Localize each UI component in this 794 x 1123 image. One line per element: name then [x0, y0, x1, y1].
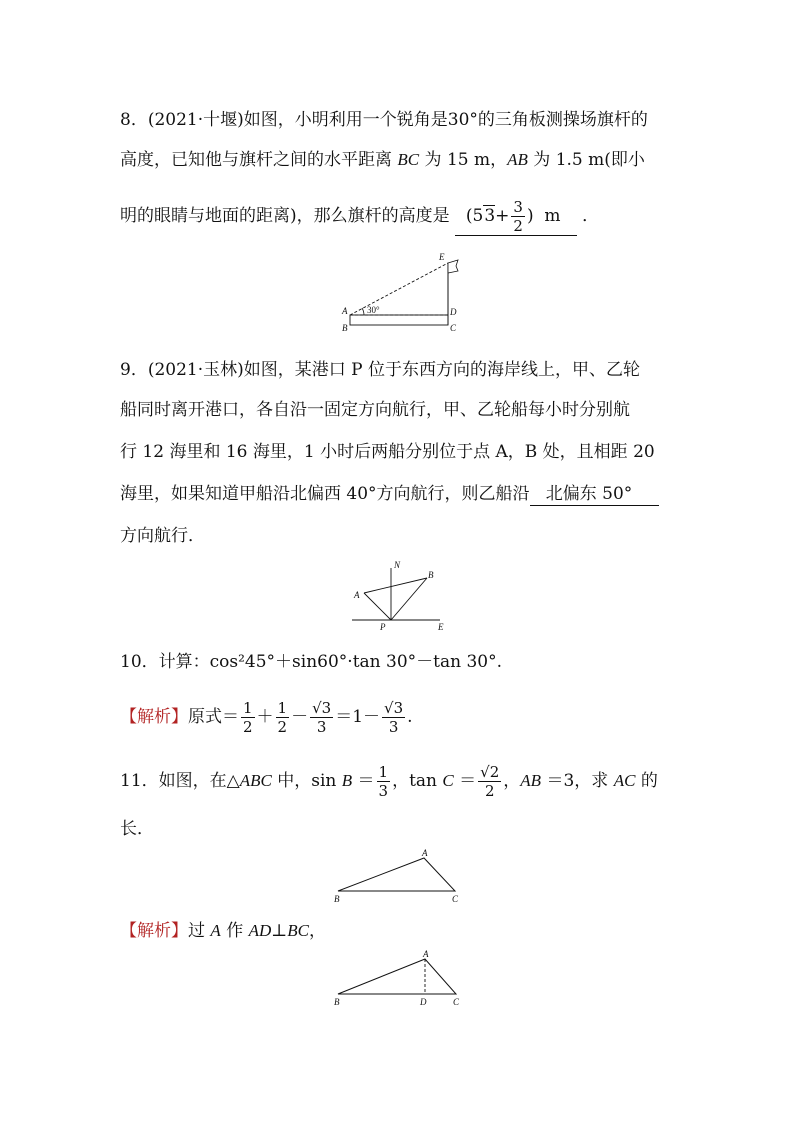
q9-label-n: N	[394, 560, 401, 570]
q8-figure	[340, 250, 470, 335]
q8-label-b: B	[342, 323, 348, 333]
q11-figure-2	[330, 948, 470, 1010]
q9-label-b: B	[428, 570, 434, 580]
q11-solution: 【解析】过 A 作 AD⊥BC，	[120, 921, 327, 941]
q9-line-3: 行 12 海里和 16 海里，1 小时后两船分别位于点 A，B 处，且相距 20	[120, 442, 655, 462]
q9-label-p: P	[380, 622, 386, 632]
q11-triangle-2	[338, 959, 456, 994]
q11-fig2-label-a: A	[423, 949, 429, 959]
q9-pa	[364, 593, 391, 620]
q11-fig1-label-c: C	[452, 894, 459, 904]
q8-line-3: 明的眼睛与地面的距离)，那么旗杆的高度是 (53+ $\frac{3}{2}$ ) m ．	[120, 198, 600, 235]
q11-fig2-label-c: C	[453, 997, 460, 1007]
q10-solution: 【解析】原式＝ $\frac{1}{2}$ ＋ $\frac{1}{2}$ － $\frac{√3}{3}$ ＝1－ $\frac{√3}{3}$ .	[120, 699, 413, 736]
q9-line-4: 海里，如果知道甲船沿北偏西 40°方向航行，则乙船沿 北偏东 50°	[120, 483, 659, 506]
q11-fig1-label-b: B	[334, 894, 340, 904]
q8-line-2: 高度，已知他与旗杆之间的水平距离 BC 为 15 m，AB 为 1.5 m(即小	[120, 150, 645, 170]
q11-line-1: 11．如图，在△ABC 中，sin B ＝ $\frac{1}{3}$ ，tan C ＝ $\frac{√2}{2}$ ，AB ＝3，求 AC 的	[120, 763, 658, 800]
q11-figure-1	[330, 848, 470, 908]
q9-label-a: A	[354, 590, 360, 600]
q8-answer: (53+ $\frac{3}{2}$ ) m	[455, 198, 577, 236]
q9-line-5: 方向航行．	[120, 526, 205, 546]
q8-label-e: E	[439, 252, 445, 262]
q11-fig1-label-a: A	[422, 848, 428, 858]
q9-label-e: E	[438, 622, 444, 632]
q11-triangle-1	[338, 858, 455, 891]
q10-line: 10．计算：cos²45°＋sin60°·tan 30°－tan 30°.	[120, 652, 503, 672]
q8-angle-arc	[362, 308, 364, 315]
q8-line-ae	[350, 263, 448, 315]
q8-label-a: A	[342, 306, 348, 316]
q9-line-2: 船同时离开港口，各自沿一固定方向航行，甲、乙轮船每小时分别航	[120, 400, 630, 420]
q8-label-c: C	[450, 323, 457, 333]
q8-ruler	[350, 315, 448, 325]
q9-line-1: 9．(2021·玉林)如图，某港口 P 位于东西方向的海岸线上，甲、乙轮	[120, 360, 640, 380]
q8-label-angle: 30°	[367, 305, 380, 315]
q11-solution-tag: 【解析】	[120, 921, 188, 941]
q9-ab	[364, 578, 427, 593]
q8-label-d: D	[450, 307, 457, 317]
q11-fig2-label-b: B	[334, 997, 340, 1007]
q11-line-2: 长．	[120, 819, 154, 839]
q8-flag	[448, 260, 458, 273]
q8-line-1: 8．(2021·十堰)如图，小明利用一个锐角是30°的三角板测操场旗杆的	[120, 110, 648, 130]
q10-solution-tag: 【解析】	[120, 707, 188, 727]
q9-pb	[391, 578, 427, 620]
q9-answer: 北偏东 50°	[530, 483, 660, 506]
q11-fig2-label-d: D	[420, 997, 427, 1007]
q9-figure	[340, 560, 460, 635]
